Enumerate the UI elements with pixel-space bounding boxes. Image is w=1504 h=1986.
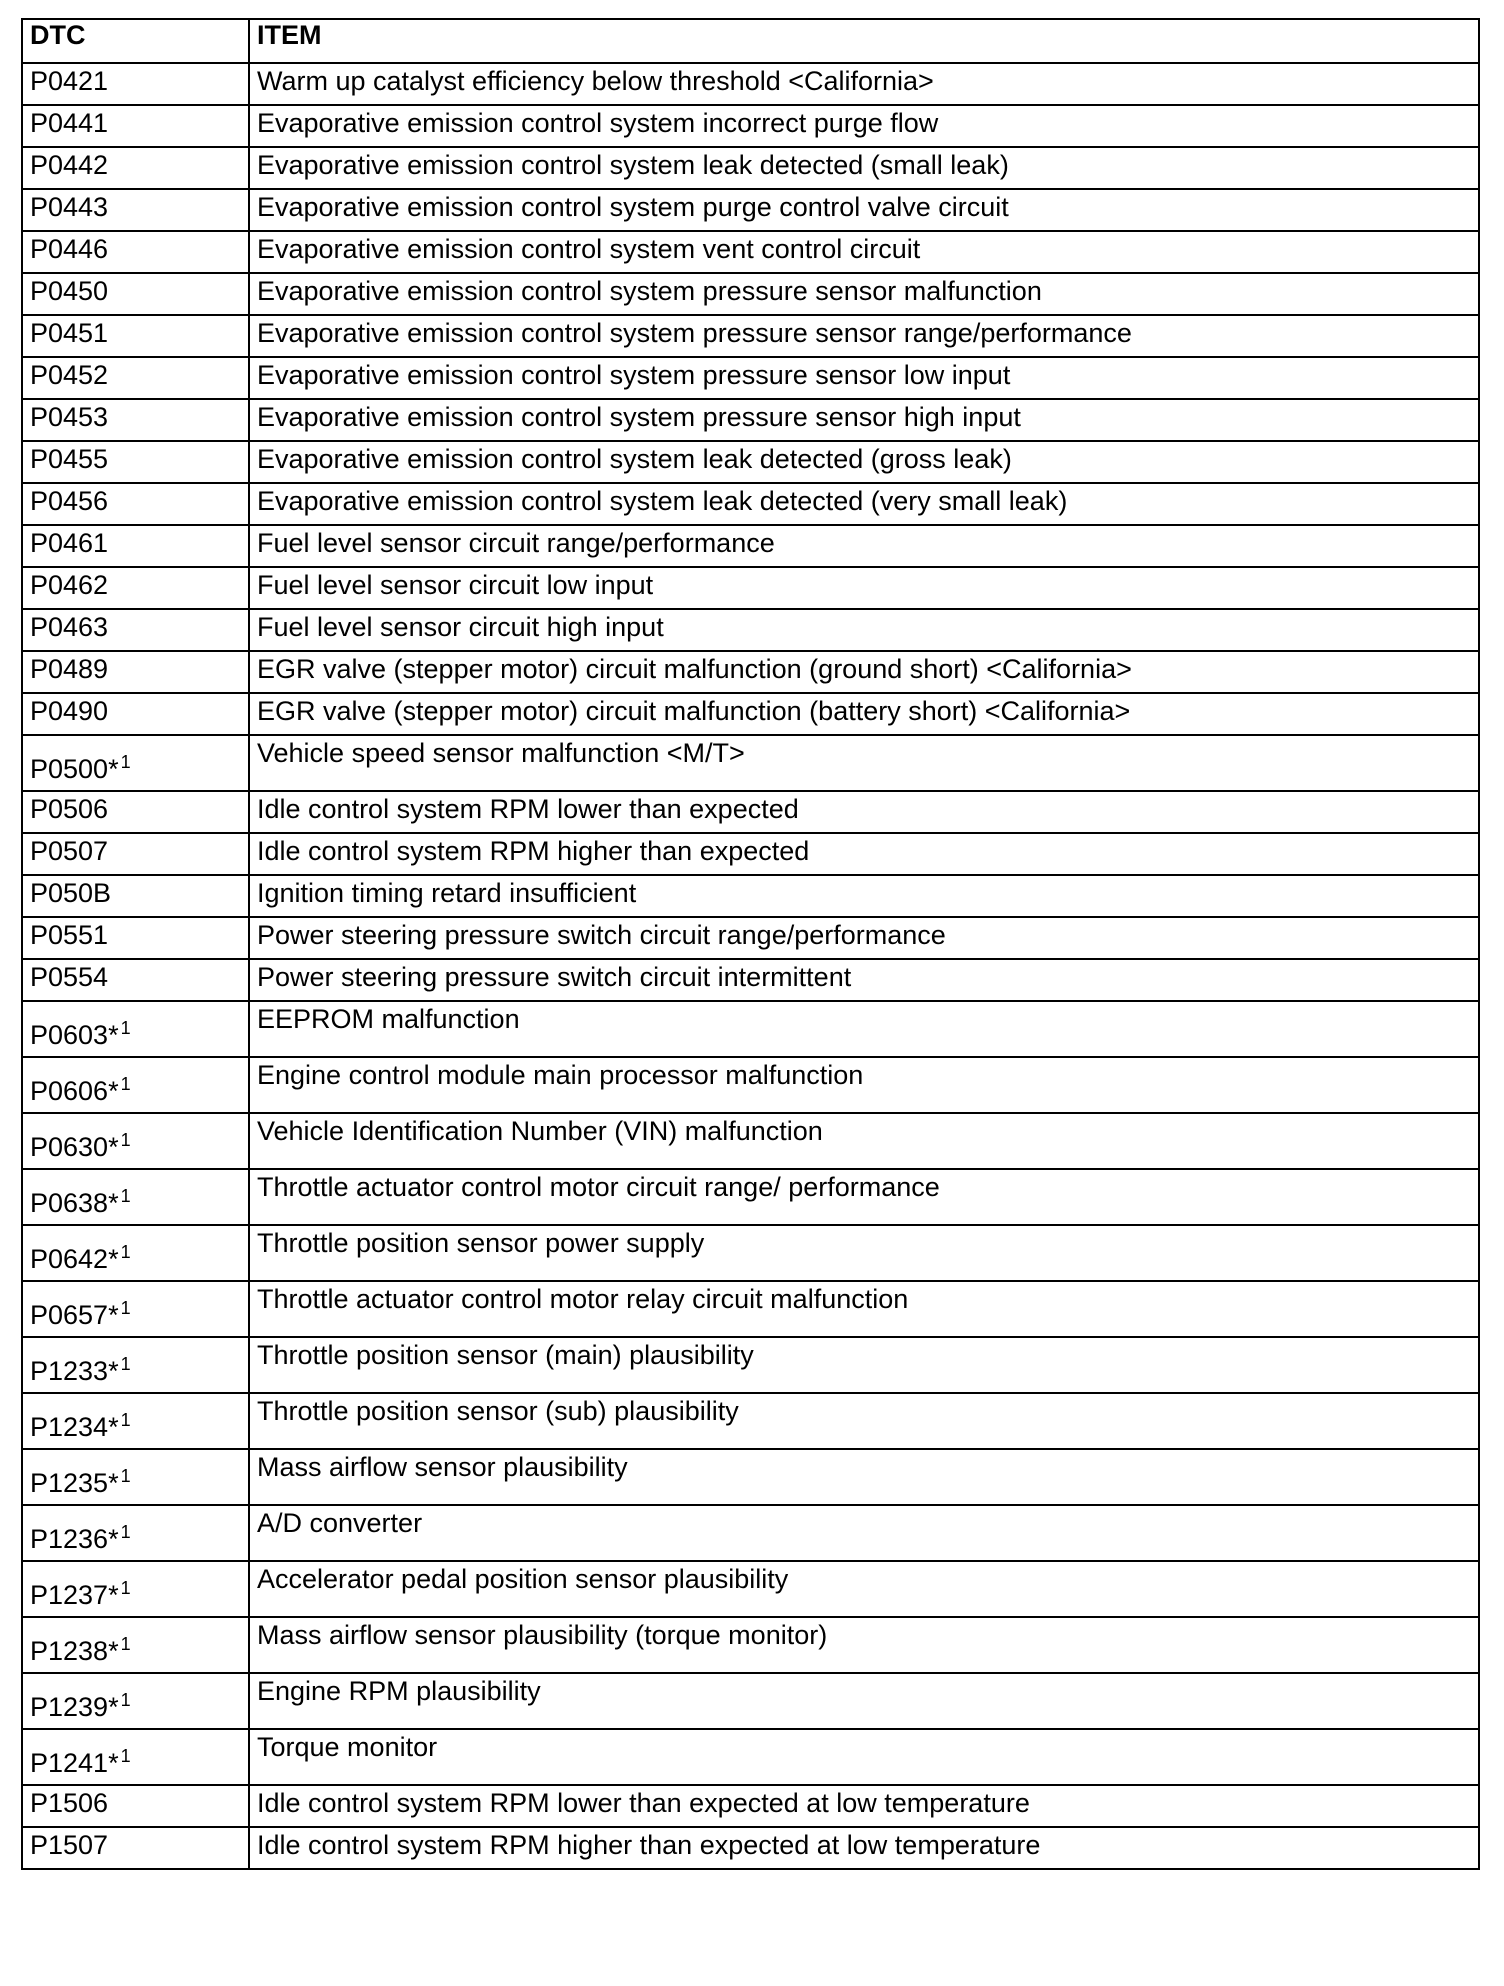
table-row — [22, 917, 1479, 959]
dtc-code: P0453 — [30, 402, 109, 432]
dtc-code-cell — [22, 735, 249, 791]
footnote-marker: 1 — [120, 1242, 131, 1263]
dtc-code-cell — [22, 147, 249, 189]
footnote-marker: 1 — [120, 1522, 131, 1543]
dtc-code: P0455 — [30, 444, 109, 474]
dtc-item-cell: Evaporative emission control system pressure sensor high input — [249, 399, 1479, 441]
dtc-code-cell — [22, 609, 249, 651]
table-row — [22, 651, 1479, 693]
table-row — [22, 1827, 1479, 1869]
dtc-code-cell — [22, 693, 249, 735]
dtc-code-cell — [22, 1505, 249, 1561]
footnote-marker: 1 — [120, 1130, 131, 1151]
dtc-code: P1237* — [30, 1580, 119, 1611]
table-row — [22, 693, 1479, 735]
dtc-code-cell — [22, 441, 249, 483]
dtc-code: P1506 — [30, 1788, 109, 1818]
dtc-code-cell — [22, 1057, 249, 1113]
dtc-code: P0500* — [30, 754, 119, 785]
footnote-marker: 1 — [120, 1746, 131, 1767]
footnote-marker: 1 — [120, 1354, 131, 1375]
dtc-code-cell — [22, 833, 249, 875]
dtc-item-cell: Idle control system RPM lower than expected — [249, 791, 1479, 833]
footnote-marker: 1 — [120, 752, 131, 773]
dtc-code-cell — [22, 1281, 249, 1337]
dtc-item-cell: Idle control system RPM higher than expected at low temperature — [249, 1827, 1479, 1869]
dtc-code: P1235* — [30, 1468, 119, 1499]
footnote-marker: 1 — [120, 1634, 131, 1655]
dtc-code-cell — [22, 273, 249, 315]
table-row — [22, 1281, 1479, 1337]
table-row — [22, 231, 1479, 273]
dtc-code-cell — [22, 357, 249, 399]
table-row — [22, 1729, 1479, 1785]
table-row — [22, 791, 1479, 833]
table-row — [22, 1561, 1479, 1617]
dtc-code: P0506 — [30, 794, 109, 824]
dtc-code-cell — [22, 315, 249, 357]
table-row — [22, 357, 1479, 399]
dtc-code: P1241* — [30, 1748, 119, 1779]
dtc-code-cell — [22, 1785, 249, 1827]
dtc-item-cell: Fuel level sensor circuit range/performance — [249, 525, 1479, 567]
dtc-code: P0554 — [30, 962, 109, 992]
table-row — [22, 735, 1479, 791]
dtc-code: P0446 — [30, 234, 109, 264]
table-row — [22, 63, 1479, 105]
dtc-item-cell: EGR valve (stepper motor) circuit malfunction (ground short) <California> — [249, 651, 1479, 693]
table-row — [22, 875, 1479, 917]
dtc-item-cell: Power steering pressure switch circuit intermittent — [249, 959, 1479, 1001]
dtc-code-cell — [22, 1617, 249, 1673]
footnote-marker: 1 — [120, 1018, 131, 1039]
dtc-item-cell: Torque monitor — [249, 1729, 1479, 1785]
dtc-code-cell — [22, 1393, 249, 1449]
dtc-code: P0461 — [30, 528, 109, 558]
dtc-code-cell — [22, 1827, 249, 1869]
dtc-code: P0463 — [30, 612, 109, 642]
table-row — [22, 1169, 1479, 1225]
dtc-code-cell — [22, 63, 249, 105]
dtc-code: P0441 — [30, 108, 109, 138]
dtc-code: P0551 — [30, 920, 109, 950]
dtc-item-cell: Evaporative emission control system vent control circuit — [249, 231, 1479, 273]
dtc-item-cell: Power steering pressure switch circuit range/performance — [249, 917, 1479, 959]
dtc-code-cell — [22, 1673, 249, 1729]
footnote-marker: 1 — [120, 1186, 131, 1207]
footnote-marker: 1 — [120, 1410, 131, 1431]
table-row — [22, 105, 1479, 147]
dtc-code-cell — [22, 1449, 249, 1505]
dtc-item-cell: Vehicle Identification Number (VIN) malfunction — [249, 1113, 1479, 1169]
table-row — [22, 189, 1479, 231]
dtc-code-cell — [22, 1225, 249, 1281]
table-row — [22, 609, 1479, 651]
dtc-code: P1233* — [30, 1356, 119, 1387]
dtc-item-cell: Evaporative emission control system incorrect purge flow — [249, 105, 1479, 147]
table-row — [22, 1337, 1479, 1393]
dtc-code-cell — [22, 1561, 249, 1617]
dtc-code-cell — [22, 875, 249, 917]
dtc-item-cell: Vehicle speed sensor malfunction <M/T> — [249, 735, 1479, 791]
table-row — [22, 441, 1479, 483]
dtc-code: P1236* — [30, 1524, 119, 1555]
table-row — [22, 1505, 1479, 1561]
dtc-item-cell: Evaporative emission control system purge control valve circuit — [249, 189, 1479, 231]
dtc-item-cell: Fuel level sensor circuit high input — [249, 609, 1479, 651]
dtc-code-cell — [22, 567, 249, 609]
table-row — [22, 147, 1479, 189]
table-body — [22, 63, 1479, 1869]
dtc-item-cell: Ignition timing retard insufficient — [249, 875, 1479, 917]
dtc-code-cell — [22, 651, 249, 693]
dtc-code: P1507 — [30, 1830, 109, 1860]
dtc-item-cell: Idle control system RPM higher than expected — [249, 833, 1479, 875]
dtc-code: P0490 — [30, 696, 109, 726]
dtc-code-cell — [22, 525, 249, 567]
footnote-marker: 1 — [120, 1690, 131, 1711]
dtc-code: P0507 — [30, 836, 109, 866]
dtc-code: P1234* — [30, 1412, 119, 1443]
dtc-code: P0630* — [30, 1132, 119, 1163]
header-dtc: DTC — [22, 19, 249, 63]
dtc-code: P1238* — [30, 1636, 119, 1667]
dtc-code: P0638* — [30, 1188, 119, 1219]
dtc-item-cell: Evaporative emission control system leak detected (small leak) — [249, 147, 1479, 189]
table-row — [22, 1393, 1479, 1449]
table-row — [22, 1225, 1479, 1281]
dtc-item-cell: Throttle position sensor (main) plausibility — [249, 1337, 1479, 1393]
dtc-item-cell: Engine control module main processor malfunction — [249, 1057, 1479, 1113]
footnote-marker: 1 — [120, 1578, 131, 1599]
table-row — [22, 315, 1479, 357]
dtc-code-cell — [22, 1001, 249, 1057]
table-row — [22, 1057, 1479, 1113]
table-row — [22, 959, 1479, 1001]
dtc-code-cell — [22, 1113, 249, 1169]
dtc-item-cell: Warm up catalyst efficiency below threshold <California> — [249, 63, 1479, 105]
table-row — [22, 1673, 1479, 1729]
table-row — [22, 483, 1479, 525]
dtc-item-cell: Idle control system RPM lower than expected at low temperature — [249, 1785, 1479, 1827]
dtc-code: P0456 — [30, 486, 109, 516]
dtc-code: P0489 — [30, 654, 109, 684]
dtc-code-cell — [22, 1337, 249, 1393]
dtc-code-cell — [22, 791, 249, 833]
table-row — [22, 1001, 1479, 1057]
dtc-item-cell: Throttle actuator control motor circuit range/ performance — [249, 1169, 1479, 1225]
dtc-code: P1239* — [30, 1692, 119, 1723]
dtc-item-cell: Throttle position sensor power supply — [249, 1225, 1479, 1281]
dtc-code-cell — [22, 1729, 249, 1785]
dtc-code: P0442 — [30, 150, 109, 180]
dtc-code: P0603* — [30, 1020, 119, 1051]
dtc-item-cell: Evaporative emission control system leak detected (gross leak) — [249, 441, 1479, 483]
dtc-code-cell — [22, 917, 249, 959]
dtc-item-cell: Throttle position sensor (sub) plausibility — [249, 1393, 1479, 1449]
table-row — [22, 567, 1479, 609]
dtc-item-cell: Evaporative emission control system pressure sensor malfunction — [249, 273, 1479, 315]
dtc-code: P0657* — [30, 1300, 119, 1331]
dtc-item-cell: Mass airflow sensor plausibility (torque monitor) — [249, 1617, 1479, 1673]
table-row — [22, 399, 1479, 441]
dtc-code-cell — [22, 105, 249, 147]
footnote-marker: 1 — [120, 1074, 131, 1095]
dtc-code-cell — [22, 189, 249, 231]
dtc-code-cell — [22, 231, 249, 273]
dtc-item-cell: Evaporative emission control system pressure sensor range/performance — [249, 315, 1479, 357]
table-row — [22, 273, 1479, 315]
dtc-code-cell — [22, 399, 249, 441]
dtc-item-cell: A/D converter — [249, 1505, 1479, 1561]
dtc-item-cell: Throttle actuator control motor relay circuit malfunction — [249, 1281, 1479, 1337]
dtc-item-cell: Mass airflow sensor plausibility — [249, 1449, 1479, 1505]
footnote-marker: 1 — [120, 1466, 131, 1487]
dtc-code: P050B — [30, 878, 112, 908]
dtc-code: P0443 — [30, 192, 109, 222]
dtc-code: P0606* — [30, 1076, 119, 1107]
footnote-marker: 1 — [120, 1298, 131, 1319]
header-item: ITEM — [249, 19, 1479, 63]
dtc-item-cell: Evaporative emission control system pressure sensor low input — [249, 357, 1479, 399]
dtc-code: P0421 — [30, 66, 109, 96]
table-row — [22, 1113, 1479, 1169]
dtc-code-cell — [22, 959, 249, 1001]
dtc-code-cell — [22, 483, 249, 525]
dtc-code: P0451 — [30, 318, 109, 348]
dtc-item-cell: Evaporative emission control system leak detected (very small leak) — [249, 483, 1479, 525]
dtc-code: P0642* — [30, 1244, 119, 1275]
dtc-code: P0452 — [30, 360, 109, 390]
dtc-code: P0450 — [30, 276, 109, 306]
table-row — [22, 1449, 1479, 1505]
table-row — [22, 833, 1479, 875]
dtc-item-cell: EEPROM malfunction — [249, 1001, 1479, 1057]
dtc-item-cell: EGR valve (stepper motor) circuit malfunction (battery short) <California> — [249, 693, 1479, 735]
dtc-item-cell: Engine RPM plausibility — [249, 1673, 1479, 1729]
dtc-item-cell: Accelerator pedal position sensor plausibility — [249, 1561, 1479, 1617]
table-row — [22, 525, 1479, 567]
table-row — [22, 1785, 1479, 1827]
dtc-item-cell: Fuel level sensor circuit low input — [249, 567, 1479, 609]
table-header-row — [22, 19, 1479, 63]
dtc-code: P0462 — [30, 570, 109, 600]
table-row — [22, 1617, 1479, 1673]
dtc-table — [21, 18, 1480, 1870]
dtc-code-cell — [22, 1169, 249, 1225]
